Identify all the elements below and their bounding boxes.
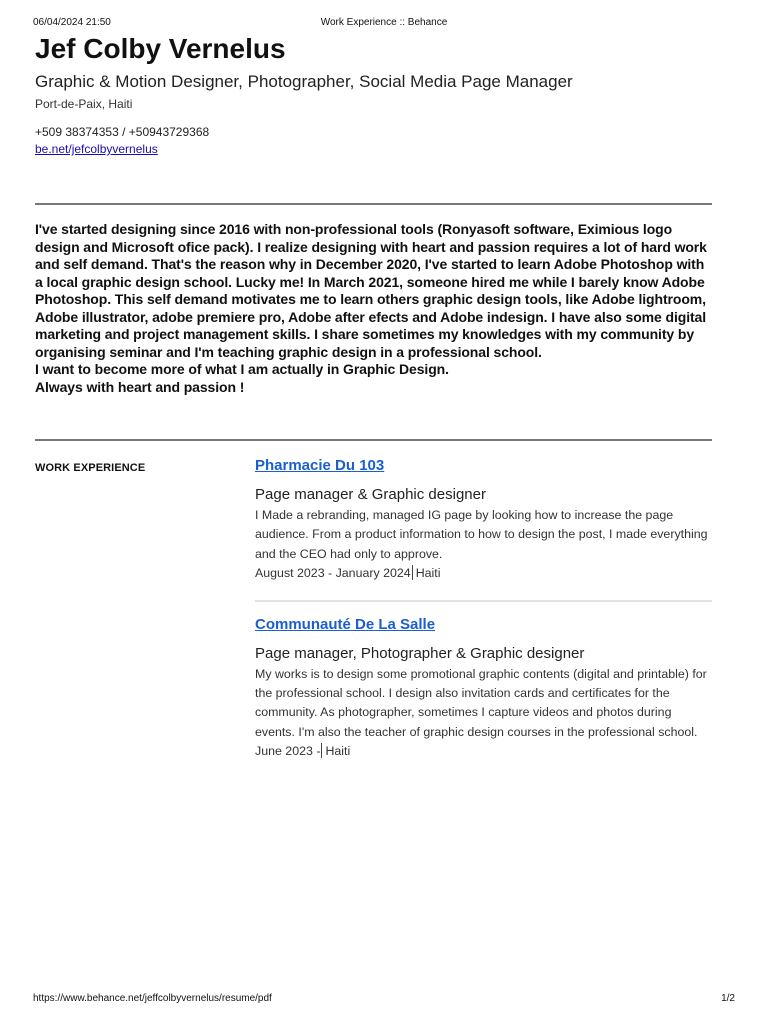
meta-separator: [321, 743, 322, 758]
job-location: Haiti: [325, 744, 351, 759]
job-company-link[interactable]: Pharmacie Du 103: [255, 457, 385, 474]
page-number: 1/2: [721, 993, 735, 1004]
print-date: 06/04/2024 21:50: [33, 17, 111, 28]
print-header: [33, 17, 735, 31]
print-footer: [33, 993, 735, 1007]
profile-headline: Graphic & Motion Designer, Photographer, Social Media Page Manager: [35, 72, 573, 91]
job-location: Haiti: [415, 565, 441, 580]
job-company-link[interactable]: Communauté De La Salle: [255, 615, 436, 633]
about-text: I've started designing since 2016 with non-professional tools (Ronyasoft software, Eximious logo design and Microsoft ofice pack). I realize designing with heart and passion requires a lot of hard work and self demand. That's the reason why in December 2020, I've started to learn Adobe Photoshop with a local graphic design school. Lucky me! In March 2021, someone hired me while I barely know Adobe Photoshop. This self demand motivates me to learn others graphic design tools, like Adobe lightroom, Adobe illustrator, adobe premiere pro, Adobe after efects and Adobe indesign. I have also some digital marketing and project management skills. I share sometimes my knowledges with my community by organising seminar and I'm teaching graphic design in a professional school. I want to become more of what I am actually in Graphic Design. Always with heart and passion !: [35, 221, 707, 395]
profile-phone: +509 38374353 / +50943729368: [35, 125, 210, 139]
job-dates: August 2023 - January 2024: [255, 565, 411, 580]
print-document-title: Work Experience :: Behance: [320, 17, 448, 28]
print-url: https://www.behance.net/jeffcolbyvernelus/resume/pdf: [33, 993, 272, 1004]
work-experience-section: [35, 441, 712, 841]
profile-name: Jef Colby Vernelus: [35, 33, 286, 64]
job-description: I Made a rebranding, managed IG page by looking how to increase the page audience. From a product information to how to design the post, I made everything and the CEO had only to approve.: [255, 508, 708, 561]
section-label: WORK EXPERIENCE: [35, 462, 146, 474]
section-divider: [35, 203, 712, 205]
resume-content: [35, 31, 712, 841]
job-entry: [255, 600, 712, 768]
job-meta: [255, 564, 712, 582]
job-dates: June 2023 -: [255, 744, 321, 759]
meta-separator: [412, 565, 413, 580]
job-role: Page manager & Graphic designer: [255, 486, 486, 503]
profile-location: Port-de-Paix, Haiti: [35, 97, 133, 111]
profile-link[interactable]: be.net/jefcolbyvernelus: [35, 142, 158, 156]
job-meta: [255, 742, 712, 760]
job-entry: [255, 455, 712, 590]
job-list: [255, 455, 712, 768]
job-description: My works is to design some promotional graphic contents (digital and printable) for the professional school. I design also invitation cards and certificates for the community. As photographer, sometimes I capture videos and photos during events. I'm also the teacher of graphic design courses in the professional school.: [255, 666, 707, 739]
job-role: Page manager, Photographer & Graphic designer: [255, 644, 585, 662]
